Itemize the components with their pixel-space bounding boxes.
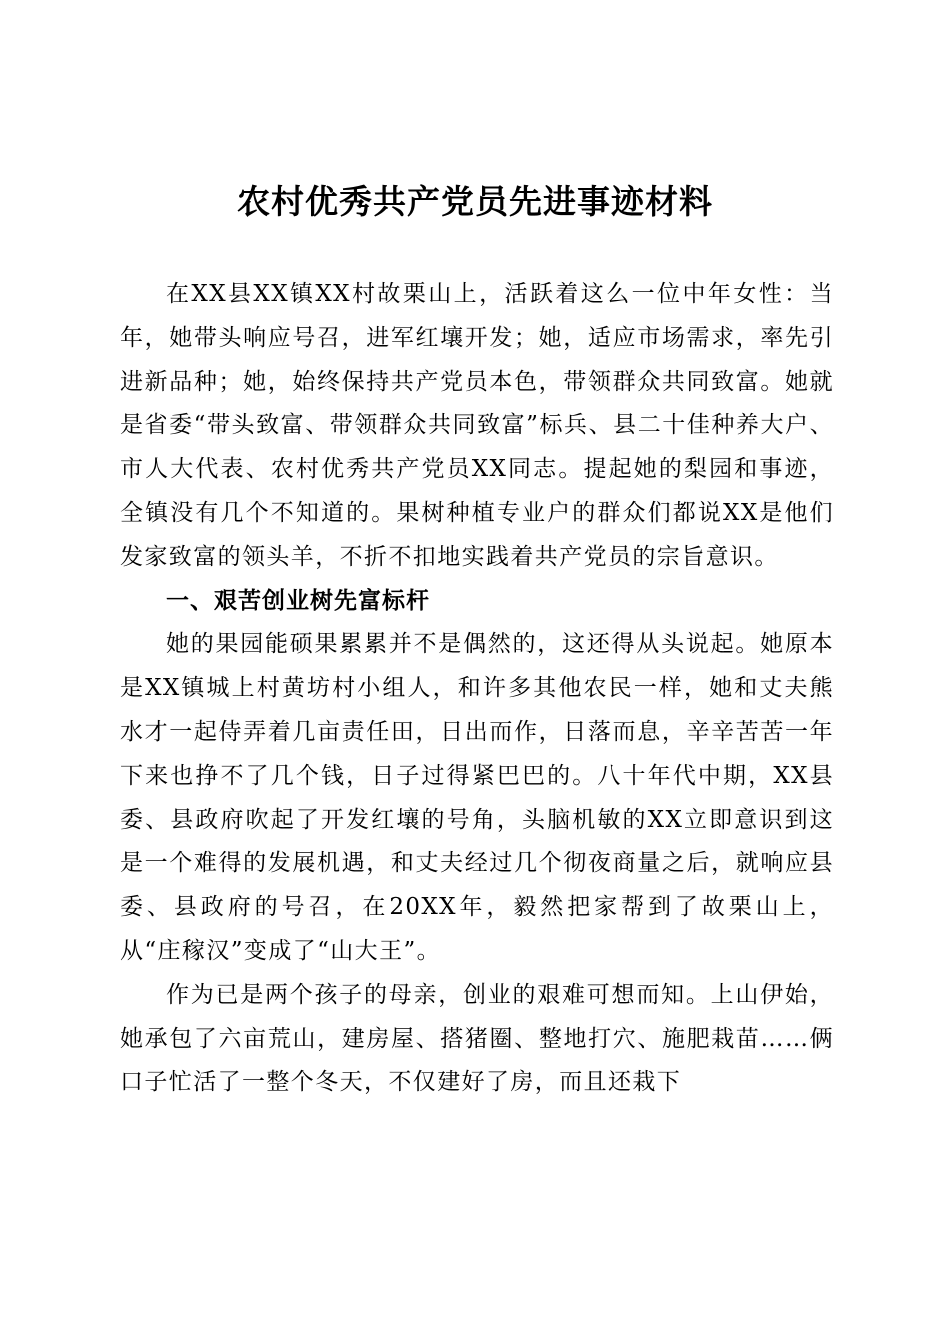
document-body bbox=[120, 273, 834, 1105]
intro-paragraph: 在XX县XX镇XX村故栗山上，活跃着这么一位中年女性：当年，她带头响应号召，进军红壤开发；她，适应市场需求，率先引进新品种；她，始终保持共产党员本色，带领群众共同致富。她就是省委“带头致富、带领群众共同致富”标兵、县二十佳种养大户、市人大代表、农村优秀共产党员XX同志。提起她的梨园和事迹，全镇没有几个不知道的。果树种植专业户的群众们都说XX是他们发家致富的领头羊，不折不扣地实践着共产党员的宗旨意识。 bbox=[120, 281, 834, 570]
section-heading: 一、艰苦创业树先富标杆 bbox=[166, 587, 430, 614]
document-title: 农村优秀共产党员先进事迹材料 bbox=[237, 182, 713, 221]
section-paragraph-1: 她的果园能硕果累累并不是偶然的，这还得从头说起。她原本是XX镇城上村黄坊村小组人，和许多其他农民一样，她和丈夫熊水才一起侍弄着几亩责任田，日出而作，日落而息，辛辛苦苦一年下来也挣不了几个钱，日子过得紧巴巴的。八十年代中期，XX县委、县政府吹起了开发红壤的号角，头脑机敏的XX立即意识到这是一个难得的发展机遇，和丈夫经过几个彻夜商量之后，就响应县委、县政府的号召，在20XX年，毅然把家帮到了故栗山上，从“庄稼汉”变成了“山大王”。 bbox=[120, 631, 834, 964]
section-paragraph-2: 作为已是两个孩子的母亲，创业的艰难可想而知。上山伊始，她承包了六亩荒山，建房屋、搭猪圈、整地打穴、施肥栽苗……俩口子忙活了一整个冬天，不仅建好了房，而且还栽下 bbox=[120, 981, 834, 1096]
